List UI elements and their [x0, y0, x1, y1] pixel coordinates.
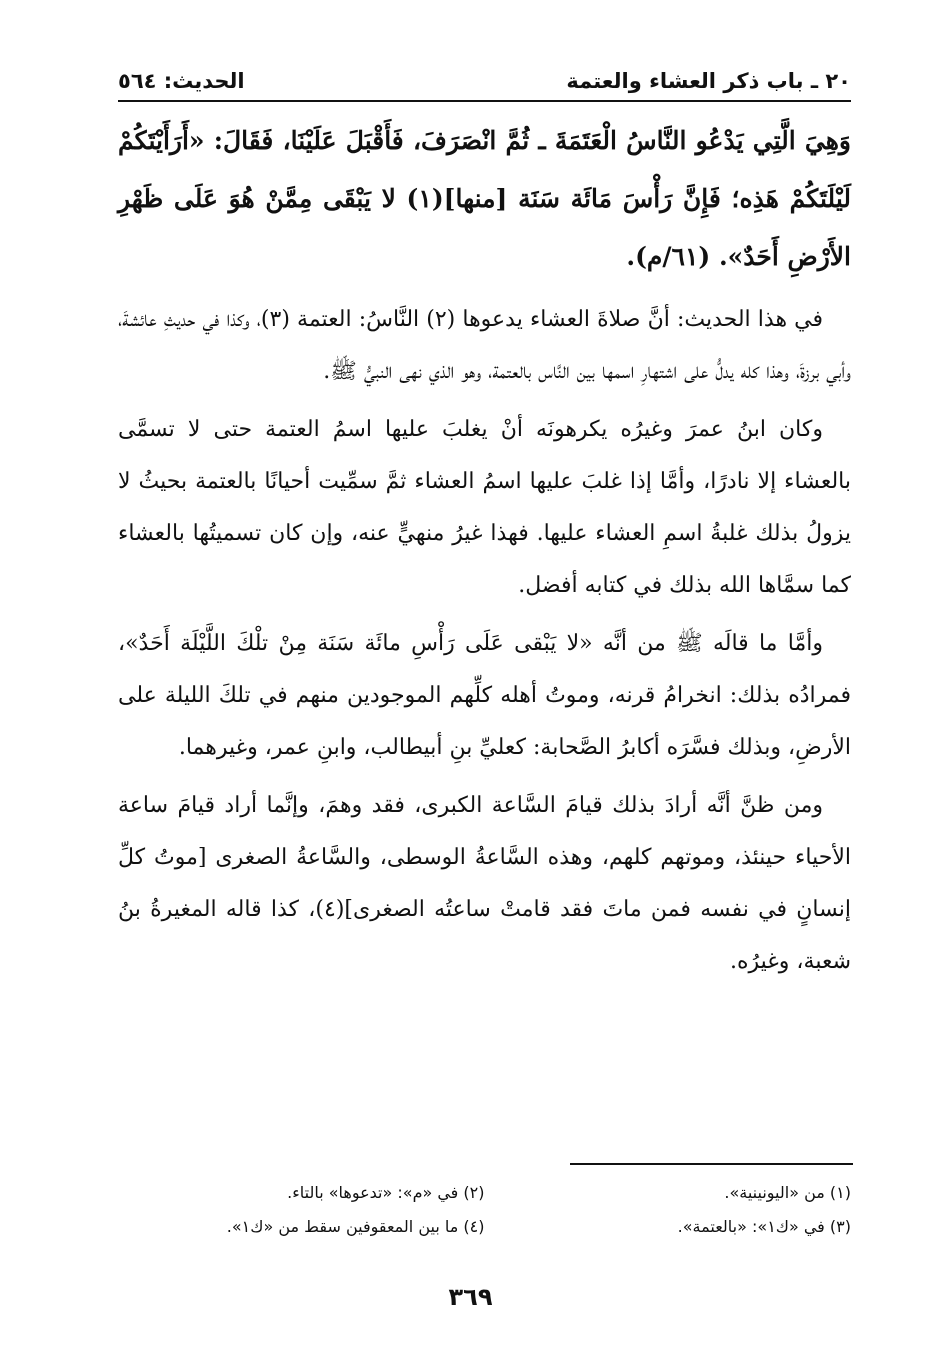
hadith-number: الحديث: ٥٦٤ [118, 69, 245, 93]
footnote-divider [570, 1163, 853, 1165]
footnote-2: (٢) في «م»: «تدعوها» بالتاء. [287, 1183, 485, 1202]
footnote-1: (١) من «اليونينية». [724, 1183, 851, 1202]
main-text [118, 112, 851, 994]
chapter-title: ٢٠ ـ باب ذكر العشاء والعتمة [566, 69, 851, 93]
footnote-row [118, 1176, 851, 1210]
footnotes [118, 1176, 851, 1244]
footnote-4: (٤) ما بين المعقوفين سقط من «ك١». [226, 1217, 485, 1236]
commentary-paragraph-3: وأمَّا ما قالَه ﷺ من أنَّه «لا يَبْقى عَلَى رَأْسِ مائَة سَنَة مِنْ تلْكَ اللَّيْلَة أَحَدٌ»، فمرادُه بذلك: انخرامُ قرنه، وموتُ أهله كلِّهم الموجودين منهم في تلكَ الليلة على الأرضِ، وبذلك فسَّرَه أكابرُ الصَّحابة: كعليِّ بنِ أبيطالب، وابنِ عمر، وغيرهما. [118, 631, 851, 760]
hadith-text: وَهِيَ الَّتِي يَدْعُو النَّاسُ الْعَتَمَةَ ـ ثُمَّ انْصَرَفَ، فَأَقْبَلَ عَلَيْنَا، فَقَالَ: «أَرَأَيْتَكُمْ لَيْلَتَكُمْ هَذِه؛ فَإِنَّ رَأْسَ مَائَة سَنَة [منها](١) لا يَبْقَى مِمَّنْ هُوَ عَلَى ظَهْرِ الأَرْضِ أَحَدٌ». (٦١/م). [118, 126, 851, 271]
commentary-paragraph-1: في هذا الحديث: أنَّ صلاةَ العشاء يدعوها (٢) النَّاسُ: العتمة (٣)، وكذا في حديثِ عائشةَ، وأبي برزةَ، وهذا كله يدلُّ على اشتهارِ اسمها بين النَّاس بالعتمة، وهو الذي نهى النبيُّ ﷺ. [118, 307, 851, 384]
commentary-paragraph-2: وكان ابنُ عمرَ وغيرُه يكرهونَه أنْ يغلبَ عليها اسمُ العتمة حتى لا تسمَّى بالعشاء إلا نادرًا، وأمَّا إذا غلبَ عليها اسمُ العشاء ثمَّ سمِّيت أحيانًا بالعتمة بحيثُ لا يزولُ بذلك غلبةُ اسمِ العشاء عليها. فهذا غيرُ منهيٍّ عنه، وإن كان تسميتُها بالعشاء كما سمَّاها الله بذلك في كتابه أفضل. [118, 417, 851, 598]
running-header [118, 60, 851, 96]
footnote-3: (٣) في «ك١»: «بالعتمة». [677, 1217, 851, 1236]
commentary-paragraph-4: ومن ظنَّ أنَّه أرادَ بذلك قيامَ السَّاعة الكبرى، فقد وهمَ، وإنَّما أراد قيامَ ساعة الأحياء حينئذ، وموتهم كلهم، وهذه السَّاعةُ الوسطى، والسَّاعةُ الصغرى [موتُ كلِّ إنسانٍ في نفسه فمن ماتَ فقد قامتْ ساعتُه الصغرى](٤)، كذا قاله المغيرةُ بنُ شعبة، وغيرُه. [118, 793, 851, 974]
footnote-row [118, 1210, 851, 1244]
header-divider [118, 100, 851, 102]
page-number: ٣٦٩ [448, 1283, 493, 1311]
